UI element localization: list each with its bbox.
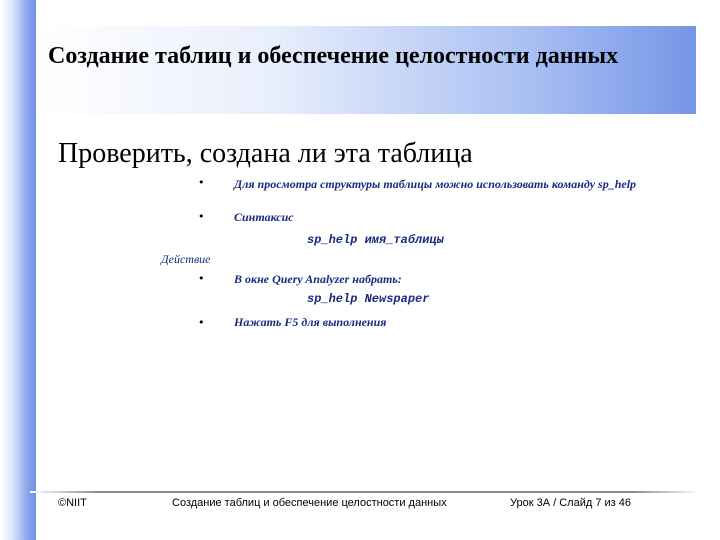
footer-page-number: Урок 3А / Слайд 7 из 46 <box>510 497 631 509</box>
footer-divider <box>30 491 700 493</box>
footer-course-title: Создание таблиц и обеспечение целостности данных <box>172 497 447 509</box>
bullet-icon: • <box>198 272 205 285</box>
slide-subtitle: Проверить, создана ли эта таблица <box>58 138 473 169</box>
left-decorative-bar <box>0 0 36 540</box>
bullet-icon: • <box>198 210 205 223</box>
bullet-item-syntax: Синтаксис <box>234 210 294 224</box>
syntax-code: sp_help имя_таблицы <box>307 233 444 247</box>
slide-title: Создание таблиц и обеспечение целостности данных <box>48 43 619 69</box>
bullet-icon: • <box>198 176 205 189</box>
bullet-item-press-f5: Нажать F5 для выполнения <box>234 315 387 329</box>
bullet-item-sp-help: Для просмотра структуры таблицы можно использовать команду sp_help <box>234 177 637 191</box>
example-code: sp_help Newspaper <box>307 292 430 306</box>
footer-copyright: ©NIIT <box>58 497 87 509</box>
bullet-icon: • <box>198 316 205 329</box>
bullet-item-query-analyzer: В окне Query Analyzer набрать: <box>234 272 402 286</box>
action-label: Действие <box>161 252 211 266</box>
